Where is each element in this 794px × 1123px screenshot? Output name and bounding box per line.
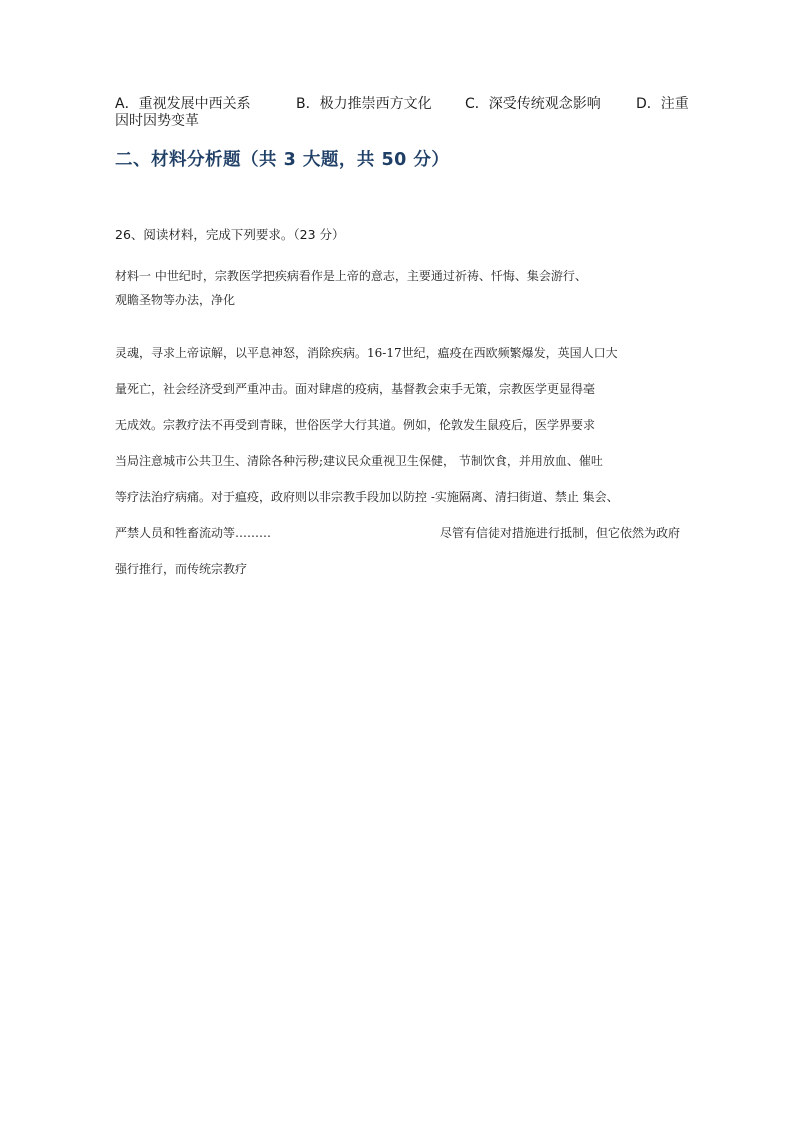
option-b[interactable]: B．极力推崇西方文化: [296, 96, 432, 112]
material-line-split: [115, 515, 680, 551]
material-line: 无成效。宗教疗法不再受到青睐，世俗医学大行其道。例如，伦敦发生鼠疫后，医学界要求: [115, 418, 596, 432]
material-line: 材料一 中世纪时，宗教医学把疾病看作是上帝的意志，主要通过祈祷、忏悔、集会游行、: [115, 269, 587, 283]
multiple-choice-options: [115, 96, 689, 130]
material-line-right: 尽管有信徒对措施进行抵制，但它依然为政府: [439, 526, 680, 540]
section-title: 二、材料分析题（共 3 大题，共 50 分）: [115, 150, 450, 170]
material-one-intro: [115, 264, 680, 312]
question-prompt: 26、阅读材料，完成下列要求。（23 分）: [115, 227, 345, 242]
option-d-continuation: 因时因势变革: [115, 113, 199, 129]
material-line: 等疗法治疗病痛。对于瘟疫，政府则以非宗教手段加以防控 -实施隔离、清扫街道、禁止 集会、: [115, 490, 619, 504]
material-line: 量死亡，社会经济受到严重冲击。面对肆虐的疫病，基督教会束手无策，宗教医学更显得毫: [115, 382, 596, 396]
material-one-body: [115, 335, 680, 587]
material-line-left: 严禁人员和牲畜流动等………: [115, 526, 272, 540]
option-c[interactable]: C．深受传统观念影响: [465, 96, 601, 112]
material-line: 观瞻圣物等办法，净化: [115, 293, 236, 307]
material-line: 当局注意城市公共卫生、清除各种污秽;建议民众重视卫生保健， 节制饮食，并用放血、催吐: [115, 454, 603, 468]
material-line: 强行推行，而传统宗教疗: [115, 562, 248, 576]
option-a[interactable]: A．重视发展中西关系: [115, 96, 251, 112]
material-line: 灵魂，寻求上帝谅解，以平息神怒，消除疾病。16-17世纪，瘟疫在西欧频繁爆发，英国人口大: [115, 346, 618, 360]
options-row: [115, 96, 689, 113]
option-d[interactable]: D．注重: [636, 96, 689, 112]
